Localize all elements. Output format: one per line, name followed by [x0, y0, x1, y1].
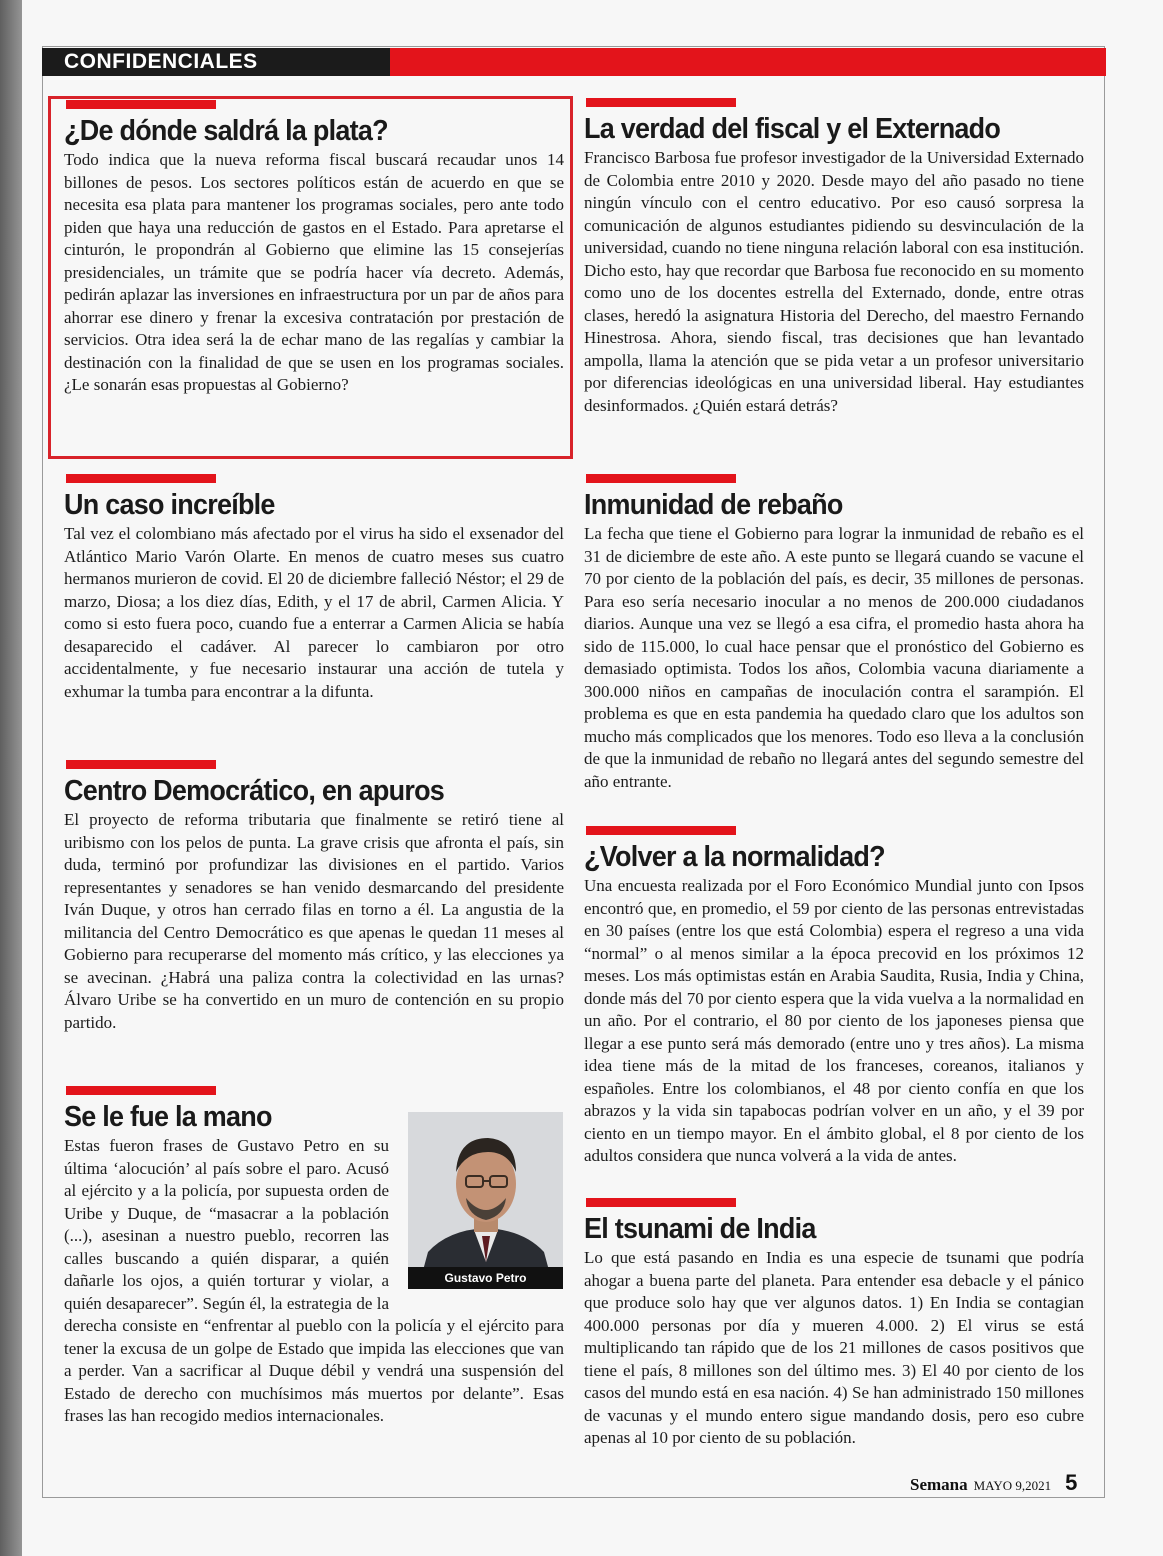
article-accent-bar	[66, 760, 216, 769]
section-title: CONFIDENCIALES	[64, 50, 258, 73]
magazine-page	[22, 0, 1163, 1556]
article-accent-bar	[586, 98, 736, 107]
article-body: Tal vez el colombiano más afectado por el virus ha sido el exsenador del Atlántico Mario Varón Olarte. En menos de cuatro meses sus cuatro hermanos murieron de covid. El 20 de diciembre falleció Néstor; el 29 de marzo, Diosa; a los diez días, Edith, y el 17 de abril, Carmen Alicia. Y como si esto fuera poco, cuando fue a enterrar a Carmen Alicia se había desaparecido el cadáver. Al parecer lo cambiaron por otro accidentalmente, y fue necesario instaurar una acción de tutela y exhumar la tumba para encontrar a la difunta.	[64, 524, 564, 701]
article-body: Todo indica que la nueva reforma fiscal buscará recaudar unos 14 billones de pesos. Los sectores políticos están de acuerdo en que se necesita esa plata para mantener los programas sociales, pero ante todo piden que haya una reducción de gastos en el Estado. Para apretarse el cinturón, le propondrán al Gobierno que elimine las 15 consejerías presidenciales, un trámite que se podría hacer vía decreto. Además, pedirán aplazar las inversiones en infraestructura por un par de años para ahorrar ese dinero y frenar la excesiva contratación por prestación de servicios. Otra idea será la de echar mano de las regalías y cambiar la destinación con la finalidad de que se usen en los programas sociales. ¿Le sonarán esas propuestas al Gobierno?	[64, 150, 564, 394]
article-centro	[64, 760, 564, 1034]
article-body: Francisco Barbosa fue profesor investigador de la Universidad Externado de Colombia entre 2010 y 2020. Desde mayo del año pasado no tiene ningún vínculo con el centro educativo. Por eso causó sorpresa la comunicación de algunos estudiantes pidiendo su desvinculación de la universidad, cuando no tiene ninguna relación laboral con esa institución. Dicho esto, hay que recordar que Barbosa fue reconocido en su momento como uno de los docentes estrella del Externado, donde, entre otras clases, heredó la asignatura Historia del Derecho, del maestro Fernando Hinestrosa. Ahora, siendo fiscal, tras decisiones que han levantado ampolla, llama la atención que se pida vetar a un profesor universitario por diferencias ideológicas en una universidad liberal. Hay estudiantes desinformados. ¿Quién estará detrás?	[584, 148, 1084, 415]
page-footer	[910, 1470, 1077, 1496]
article-body: Una encuesta realizada por el Foro Económico Mundial junto con Ipsos encontró que, en promedio, el 59 por ciento de las personas entrevistadas en 30 países (entre los que está Colombia) espera el regreso a una vida “normal” o al menos similar a la época precovid en los próximos 12 meses. Los más optimistas están en Arabia Saudita, Rusia, India y China, donde más del 70 por ciento espera que la vida vuelva a la normalidad en un año. Por el contrario, el 80 por ciento de los japoneses piensa que llegar a ese punto será más demorado (entre uno y tres años). La misma idea tiene más de la mitad de los franceses, coreanos, italianos y españoles. Entre los colombianos, el 48 por ciento confía en que los abrazos y la vida sin tapabocas podrían volver en un año, y el 39 por ciento en un tiempo mayor. En el ámbito global, el 8 por ciento de los adultos considera que nunca volverá a la vida de antes.	[584, 876, 1084, 1165]
article-title: ¿Volver a la normalidad?	[584, 841, 885, 873]
article-accent-bar	[66, 1086, 216, 1095]
article-body: Estas fueron frases de Gustavo Petro en su última ‘alocución’ al país sobre el paro. Acusó al ejército y a la policía, por supuesta orden de Uribe y Duque, de “masacrar a la población (...), asesinan a nuestro pueblo, recorren las calles buscando a quién disparar, a quién dañarle los ojos, a quién torturar y violar, a quién desaparecer”. Según él, la estrategia de la derecha consiste en “enfrentar al pueblo con la policía y el ejército para tener la excusa de un golpe de Estado que impida las elecciones que van a perder. Van a sacrificar al Duque débil y vendrá una suspensión del Estado de derecho con muchísimos más muertos por delante”. Esas frases las han recogido medios internacionales.	[64, 1136, 564, 1425]
article-body: La fecha que tiene el Gobierno para lograr la inmunidad de rebaño es el 31 de diciembre de este año. A este punto se llegará cuando se vacune el 70 por ciento de la población del país, es decir, 35 millones de personas. Para eso sería necesario inocular a no menos de 200.000 ciudadanos diarios. Aunque una vez se llegó a esa cifra, el promedio hasta ahora ha sido de 115.000, lo cual hace pensar que el pronóstico del Gobierno es demasiado optimista. Todos los años, Colombia vacuna diariamente a 300.000 niños en campañas de inoculación contra el sarampión. El problema es que en esta pandemia ha quedado claro que los adultos son mucho más complicados que los menores. Todo eso lleva a la conclusión de que la inmunidad de rebaño no llegará antes del segundo semestre del año entrante.	[584, 524, 1084, 791]
portrait-photo	[408, 1112, 563, 1289]
issue-date: MAYO 9,2021	[973, 1478, 1052, 1493]
article-title: La verdad del fiscal y el Externado	[584, 113, 1001, 145]
page-number: 5	[1065, 1470, 1078, 1495]
article-title: El tsunami de India	[584, 1213, 816, 1245]
photo-caption: Gustavo Petro	[408, 1267, 563, 1289]
article-plata	[64, 100, 564, 397]
article-title: Inmunidad de rebaño	[584, 489, 843, 521]
article-normalidad	[584, 826, 1084, 1168]
article-title: Un caso increíble	[64, 489, 275, 521]
article-title: Se le fue la mano	[64, 1101, 272, 1133]
article-accent-bar	[586, 474, 736, 483]
article-accent-bar	[66, 474, 216, 483]
section-header	[42, 48, 1106, 76]
article-accent-bar	[586, 1198, 736, 1207]
magazine-name: Semana	[910, 1475, 968, 1494]
article-fiscal	[584, 98, 1084, 417]
article-accent-bar	[586, 826, 736, 835]
article-body: Lo que está pasando en India es una especie de tsunami que podría ahogar a buena parte del planeta. Para entender esa debacle y el pánico que produce solo hay que ver algunos datos. 1) En India se contagian 400.000 personas por día y mueren 4.000. 2) El virus se está multiplicando tan rápido que de los 21 millones de casos positivos que tiene el país, 8 millones son del último mes. 3) El 40 por ciento de los casos del mundo está en esa nación. 4) Se han administrado 150 millones de vacunas y el mundo entero sigue mandando dosis, pero eso cubre apenas al 10 por ciento de su población.	[584, 1248, 1084, 1447]
article-inmunidad	[584, 474, 1084, 793]
article-accent-bar	[66, 100, 216, 109]
article-title: ¿De dónde saldrá la plata?	[64, 115, 388, 147]
article-body: El proyecto de reforma tributaria que finalmente se retiró tiene al uribismo con los pelos de punta. La grave crisis que afronta el país, sin duda, terminó por profundizar las divisiones en el partido. Varios representantes y senadores se han venido desmarcando del presidente Iván Duque, y otros han cerrado filas en torno a él. La angustia de la militancia del Centro Democrático es que apenas le quedan 11 meses al Gobierno para recuperarse del momento más crítico, y las elecciones ya se avecinan. ¿Habrá una paliza contra la colectividad en las urnas? Álvaro Uribe se ha convertido en un muro de contención en su propio partido.	[64, 810, 564, 1032]
article-tsunami	[584, 1198, 1084, 1450]
portrait-image	[408, 1112, 563, 1289]
article-caso	[64, 474, 564, 703]
article-title: Centro Democrático, en apuros	[64, 775, 445, 807]
